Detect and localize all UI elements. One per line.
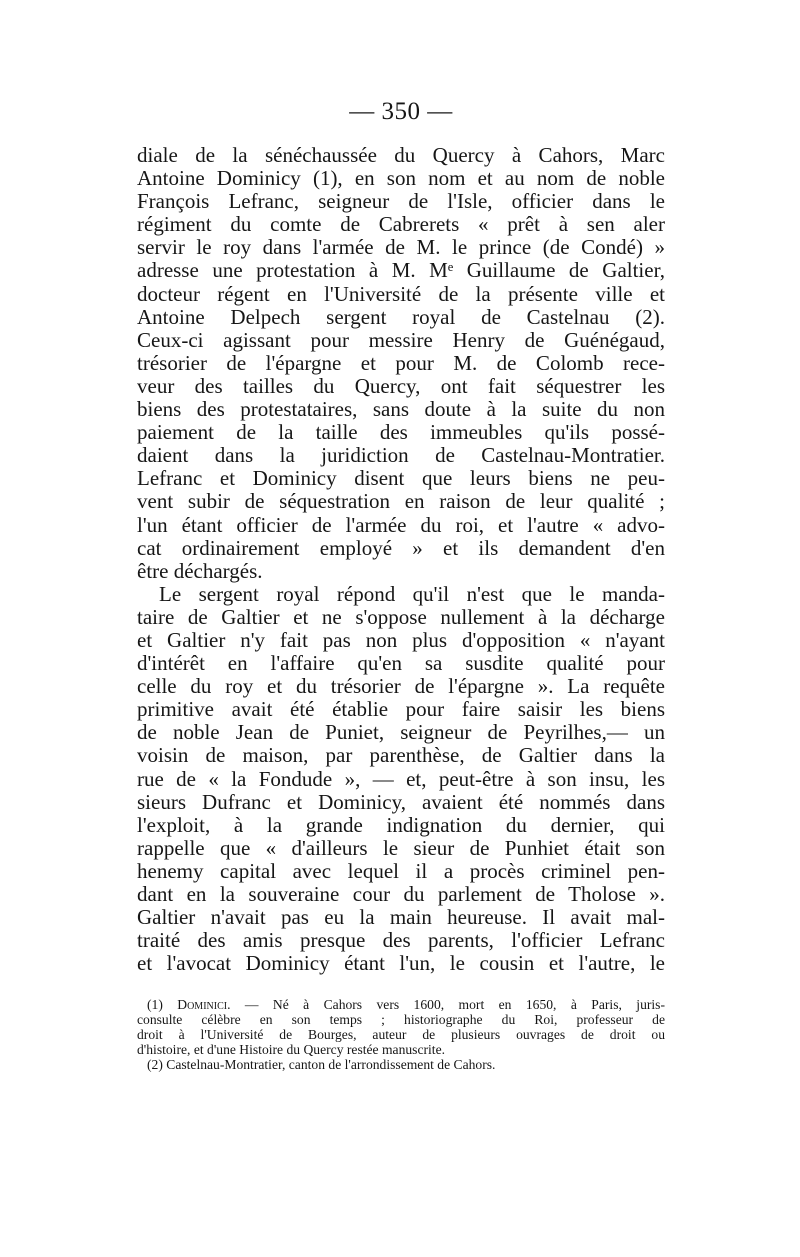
text-line: vent subir de séquestration en raison de leur qualité ; bbox=[137, 489, 665, 514]
text-line: trésorier de l'épargne et pour M. de Colomb rece- bbox=[137, 350, 665, 375]
text-line: et Galtier n'y fait pas non plus d'opposition « n'ayant bbox=[137, 627, 665, 652]
text-line: taire de Galtier et ne s'oppose nullement à la décharge bbox=[137, 604, 665, 629]
footnote-marker: (1) bbox=[147, 997, 178, 1013]
footnotes bbox=[137, 997, 665, 1072]
text-line: dant en la souveraine cour du parlement de Tholose ». bbox=[137, 882, 665, 906]
text-line: régiment du comte de Cabrerets « prêt à sen aler bbox=[137, 212, 665, 237]
footnote-name: Dominici. bbox=[177, 997, 231, 1013]
text-line: docteur régent en l'Université de la présente ville et bbox=[137, 281, 665, 306]
footnote-2: (2) Castelnau-Montratier, canton de l'arrondissement de Cahors. bbox=[147, 1057, 496, 1073]
text-line: être déchargés. bbox=[137, 558, 263, 583]
text-line: traité des amis presque des parents, l'officier Lefranc bbox=[137, 928, 665, 953]
text-line: de noble Jean de Puniet, seigneur de Peyrilhes,— un bbox=[137, 720, 665, 745]
text-line: l'un étant officier de l'armée du roi, et l'autre « advo- bbox=[137, 512, 665, 537]
text-line: servir le roy dans l'armée de M. le prince (de Condé) » bbox=[137, 235, 665, 260]
text-line: cat ordinairement employé » et ils demandent d'en bbox=[137, 535, 665, 560]
text-line: veur des tailles du Quercy, ont fait séquestrer les bbox=[137, 373, 665, 398]
footnote-1 bbox=[137, 997, 665, 1012]
text-line: celle du roy et du trésorier de l'épargne ». La requête bbox=[137, 674, 665, 699]
text-line: Lefranc et Dominicy disent que leurs biens ne peu- bbox=[137, 466, 665, 491]
footnote-line: d'histoire, et d'une Histoire du Quercy restée manuscrite. bbox=[137, 1042, 446, 1058]
text-line: diale de la sénéchaussée du Quercy à Cahors, Marc bbox=[137, 143, 665, 167]
text-line: sieurs Dufranc et Dominicy, avaient été nommés dans bbox=[137, 789, 665, 814]
document-page bbox=[137, 92, 665, 1072]
text-line: Antoine Delpech sergent royal de Castelnau (2). bbox=[137, 304, 665, 329]
text-line: henemy capital avec lequel il a procès criminel pen- bbox=[137, 858, 665, 883]
text-line: adresse une protestation à M. Mᵉ Guillaume de Galtier, bbox=[137, 258, 665, 283]
text-line: d'intérêt en l'affaire qu'en sa susdite qualité pour bbox=[137, 651, 665, 676]
text-line: voisin de maison, par parenthèse, de Galtier dans la bbox=[137, 743, 665, 768]
footnote-text: — Né à Cahors vers 1600, mort en 1650, à Paris, juris- bbox=[230, 997, 665, 1013]
text-line: et l'avocat Dominicy étant l'un, le cousin et l'autre, le bbox=[137, 951, 665, 976]
page-number: — 350 — bbox=[349, 98, 453, 125]
text-line: l'exploit, à la grande indignation du dernier, qui bbox=[137, 812, 665, 837]
text-line: primitive avait été établie pour faire saisir les biens bbox=[137, 697, 665, 722]
footnote-line: consulte célèbre en son temps ; historiographe du Roi, professeur de bbox=[137, 1012, 665, 1028]
text-line: rue de « la Fondude », — et, peut-être à son insu, les bbox=[137, 766, 665, 791]
body-text bbox=[137, 144, 665, 975]
text-line: François Lefranc, seigneur de l'Isle, officier dans le bbox=[137, 189, 665, 214]
text-line: Galtier n'avait pas eu la main heureuse. Il avait mal- bbox=[137, 905, 665, 930]
text-line: daient dans la juridiction de Castelnau-Montratier. bbox=[137, 443, 665, 468]
footnote-line: droit à l'Université de Bourges, auteur de plusieurs ouvrages de droit ou bbox=[137, 1027, 665, 1043]
text-line: paiement de la taille des immeubles qu'ils possé- bbox=[137, 420, 665, 445]
text-line: Le sergent royal répond qu'il n'est que le manda- bbox=[159, 581, 665, 606]
text-line: rappelle que « d'ailleurs le sieur de Punhiet était son bbox=[137, 835, 665, 860]
text-line: Antoine Dominicy (1), en son nom et au nom de noble bbox=[137, 166, 665, 191]
text-line: biens des protestataires, sans doute à la suite du non bbox=[137, 397, 665, 422]
text-line: Ceux-ci agissant pour messire Henry de Guénégaud, bbox=[137, 327, 665, 352]
